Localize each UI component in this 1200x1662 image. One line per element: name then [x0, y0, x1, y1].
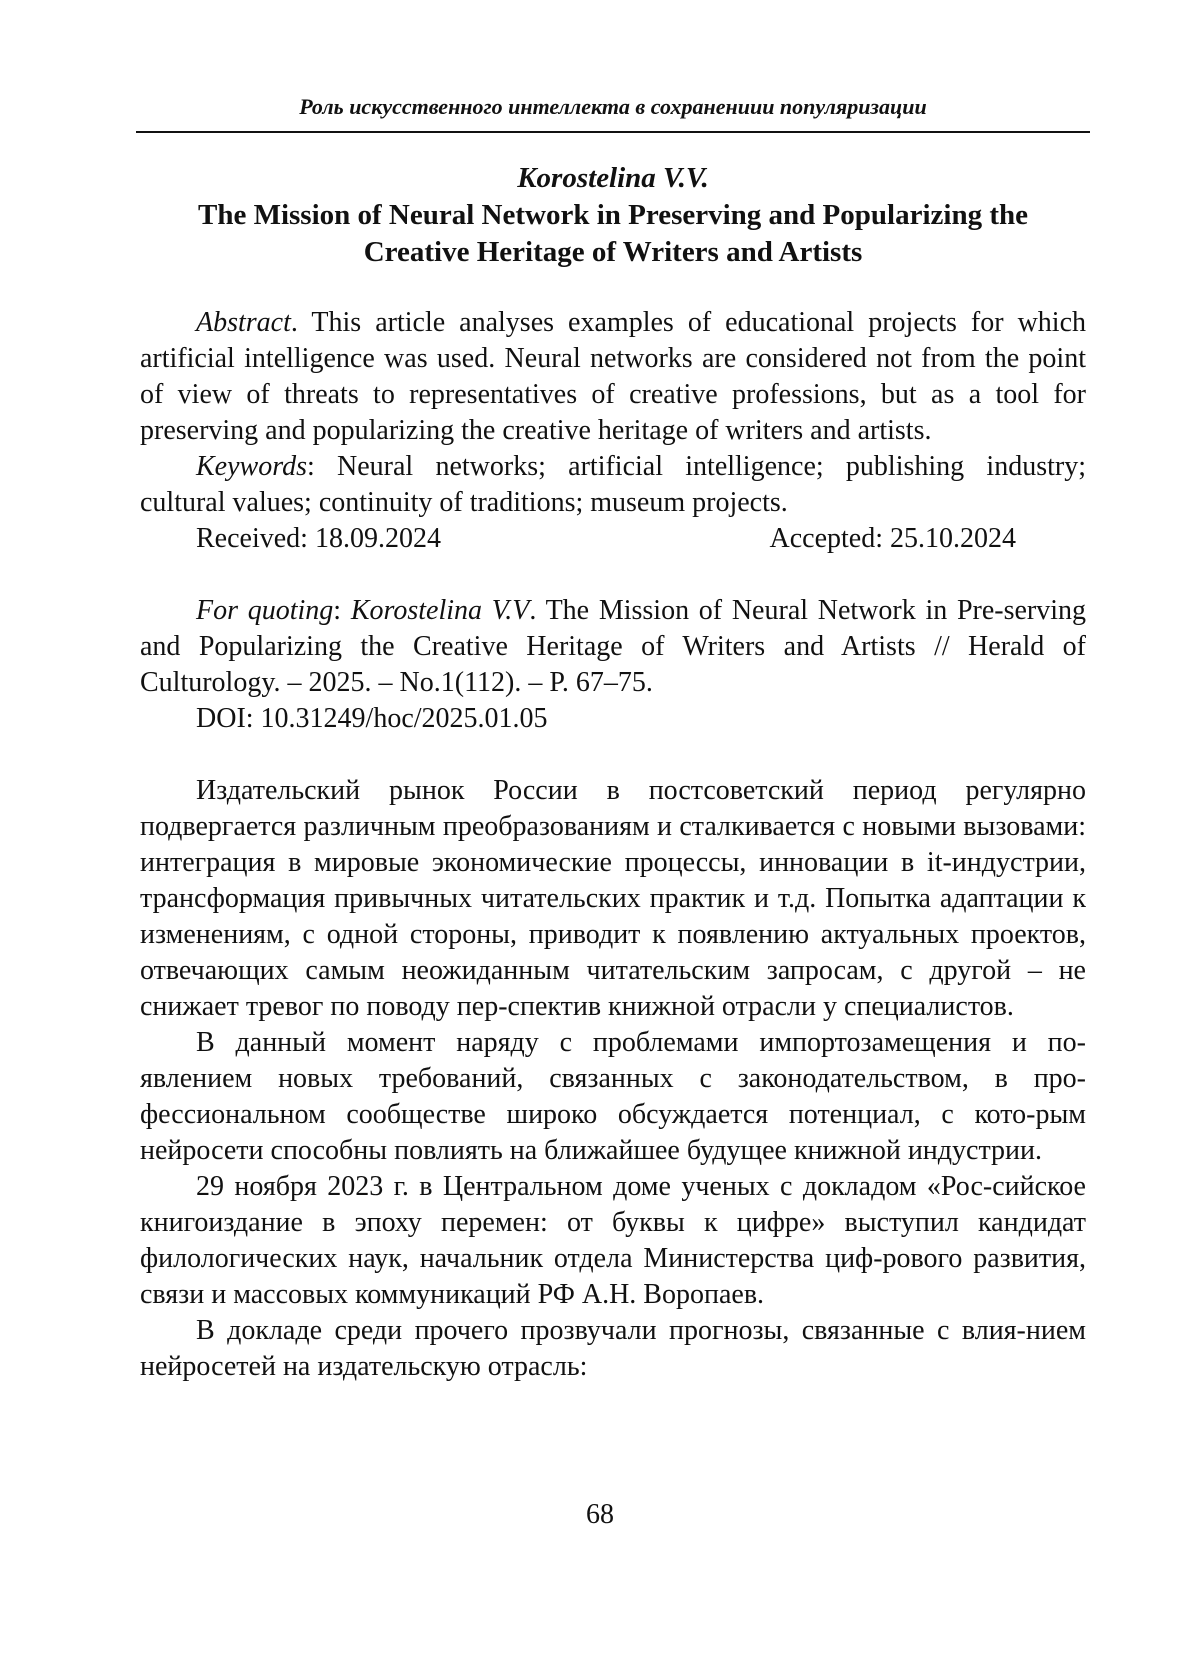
body-paragraph-1: Издательский рынок России в постсоветский период регулярно подвергается различным преобразованиям и сталкивается с новыми вызовами: интеграция в мировые экономические процессы, инновации в it-индустрии, трансформация привычных читательских практик и т.д. Попытка адаптации к изменениям, с одной стороны, приводит к появлению актуальных проектов, отвечающих самым неожиданным читательским запросам, с другой – не снижает тревог по поводу пер-спектив книжной отрасли у специалистов. [140, 775, 1086, 1022]
doi-line: DOI: 10.31249/hoc/2025.01.05 [196, 703, 548, 734]
header-rule [136, 131, 1090, 133]
author-name: Korostelina V.V. [517, 162, 709, 194]
accepted-date: Accepted: 25.10.2024 [769, 523, 1016, 554]
running-header: Роль искусственного интеллекта в сохранениии популяризации [299, 94, 927, 119]
citation-text: . The Mission of Neural Network in Pre-serving and Popularizing the Creative Heritage of Writers and Artists // Herald of Culturology. – 2025. – No.1(112). – P. 67–75. [140, 595, 1087, 698]
keywords-paragraph [140, 449, 1086, 521]
citation-author: Korostelina V.V [350, 595, 530, 626]
citation-colon: : [333, 595, 351, 626]
keywords-text: : Neural networks; artificial intelligence; publishing industry; cultural values; continuity of traditions; museum projects. [140, 451, 1086, 518]
body-paragraph-4: В докладе среди прочего прозвучали прогнозы, связанные с влия-нием нейросетей на издательскую отрасль: [140, 1315, 1086, 1382]
body-paragraph-3: 29 ноября 2023 г. в Центральном доме ученых с докладом «Рос-сийское книгоиздание в эпоху перемен: от буквы к цифре» выступил кандидат филологических наук, начальник отдела Министерства циф-рового развития, связи и массовых коммуникаций РФ А.Н. Воропаев. [140, 1171, 1086, 1310]
article-title-line-2: Creative Heritage of Writers and Artists [363, 236, 863, 268]
article-heading [136, 160, 1090, 271]
citation-label: For quoting [196, 595, 334, 626]
citation-paragraph [140, 593, 1086, 701]
abstract-label: Abstract [196, 307, 291, 338]
abstract-paragraph [140, 305, 1086, 449]
article-body [140, 305, 1086, 1385]
dates-row [140, 521, 1086, 557]
article-title-line-1: The Mission of Neural Network in Preserving and Popularizing the [198, 199, 1028, 231]
page-number: 68 [586, 1499, 614, 1530]
spacer [140, 557, 1086, 593]
keywords-label: Keywords [196, 451, 307, 482]
body-paragraph-2: В данный момент наряду с проблемами импортозамещения и по-явлением новых требований, связанных с законодательством, в про-фессиональном сообществе широко обсуждается потенциал, с кото-рым нейросети способны повлиять на ближайшее будущее книжной индустрии. [140, 1027, 1086, 1166]
abstract-text: . This article analyses examples of educational projects for which artificial intelligence was used. Neural networks are considered not from the point of view of threats to representatives of creative professions, but as a tool for preserving and popularizing the creative heritage of writers and artists. [140, 307, 1086, 446]
spacer [140, 737, 1086, 773]
received-date: Received: 18.09.2024 [196, 523, 441, 554]
